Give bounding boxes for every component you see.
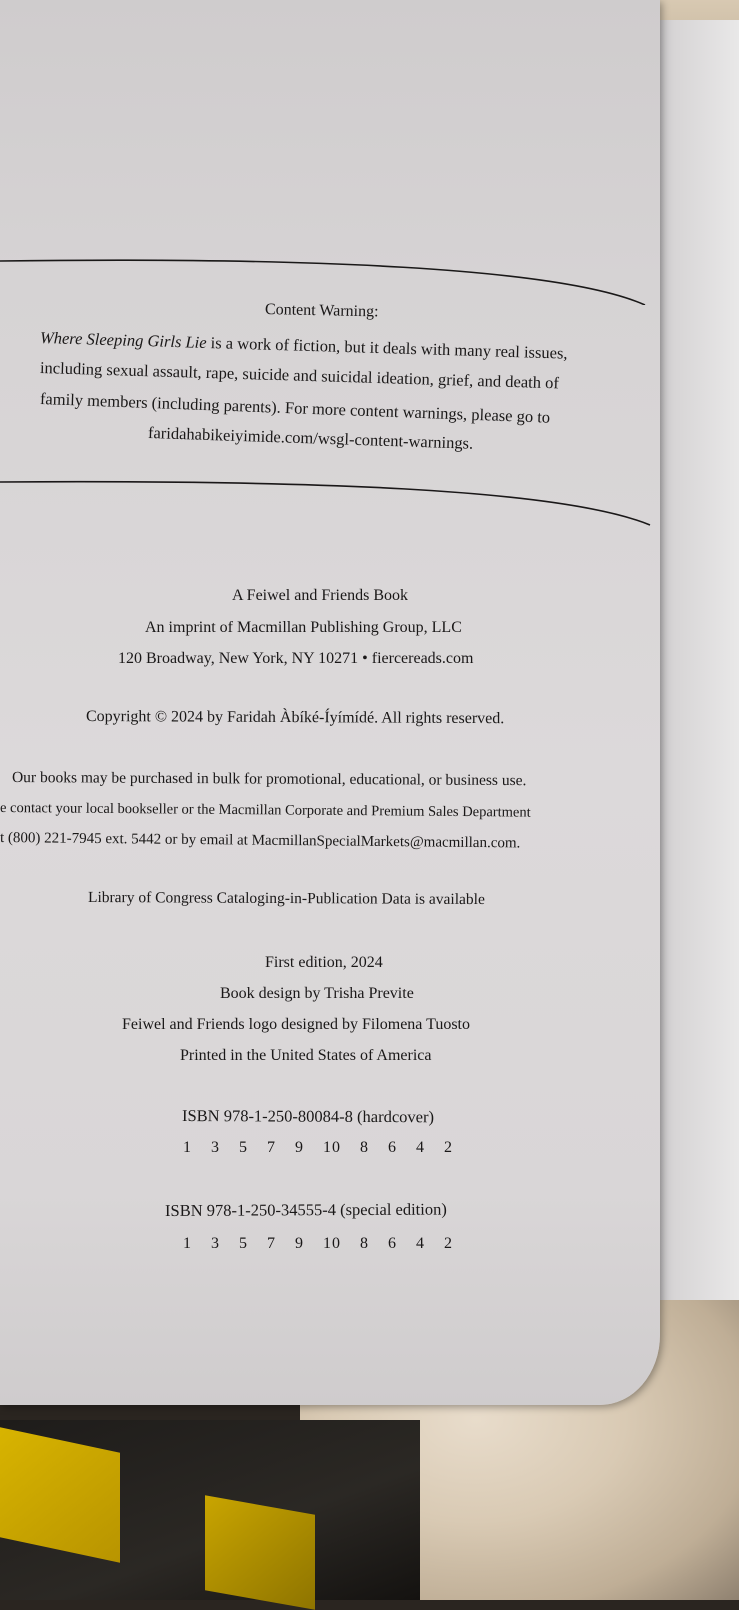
isbn-special-edition: ISBN 978-1-250-34555-4 (special edition) (164, 1199, 447, 1220)
isbn-hardcover: ISBN 978-1-250-80084-8 (hardcover) (181, 1106, 435, 1127)
edition-line: Book design by Trisha Previte (220, 985, 414, 1002)
printing-line: 1 3 5 7 9 10 8 6 4 2 (183, 1235, 453, 1252)
bulk-sales-line: Our books may be purchased in bulk for promotional, educational, or business use. (11, 769, 527, 790)
bulk-sales-line: t (800) 221-7945 ext. 5442 or by email at MacmillanSpecialMarkets@macmillan.com. (0, 830, 521, 852)
publisher-line: An imprint of Macmillan Publishing Group, LLC (145, 619, 462, 636)
yellow-object (205, 1495, 315, 1609)
cataloging-data: Library of Congress Cataloging-in-Publication Data is available (87, 889, 485, 909)
bottom-divider (0, 470, 660, 530)
content-warning-text: is a work of fiction, but it deals with many real issues, (206, 332, 568, 363)
content-warning-line: family members (including parents). For more content warnings, please go to (39, 389, 551, 427)
publisher-line: A Feiwel and Friends Book (232, 587, 408, 604)
edition-line: First edition, 2024 (265, 954, 383, 971)
content-warning-line: including sexual assault, rape, suicide and suicidal ideation, grief, and death of (39, 358, 560, 393)
book-title: Where Sleeping Girls Lie (39, 328, 207, 352)
content-warning-line (40, 328, 568, 364)
content-warning-url: faridahabikeiyimide.com/wsgl-content-warnings. (147, 423, 474, 453)
bulk-sales-line: e contact your local bookseller or the Macmillan Corporate and Premium Sales Department (0, 800, 531, 821)
printing-line: 1 3 5 7 9 10 8 6 4 2 (183, 1139, 453, 1156)
publisher-address: 120 Broadway, New York, NY 10271 • fiercereads.com (118, 650, 474, 667)
edition-line: Feiwel and Friends logo designed by Filomena Tuosto (122, 1016, 470, 1033)
top-divider (0, 245, 660, 305)
content-warning-heading: Content Warning: (264, 301, 379, 321)
edition-line: Printed in the United States of America (180, 1047, 432, 1064)
copyright-notice: Copyright © 2024 by Faridah Àbíké-Íyímídé. All rights reserved. (85, 708, 505, 728)
